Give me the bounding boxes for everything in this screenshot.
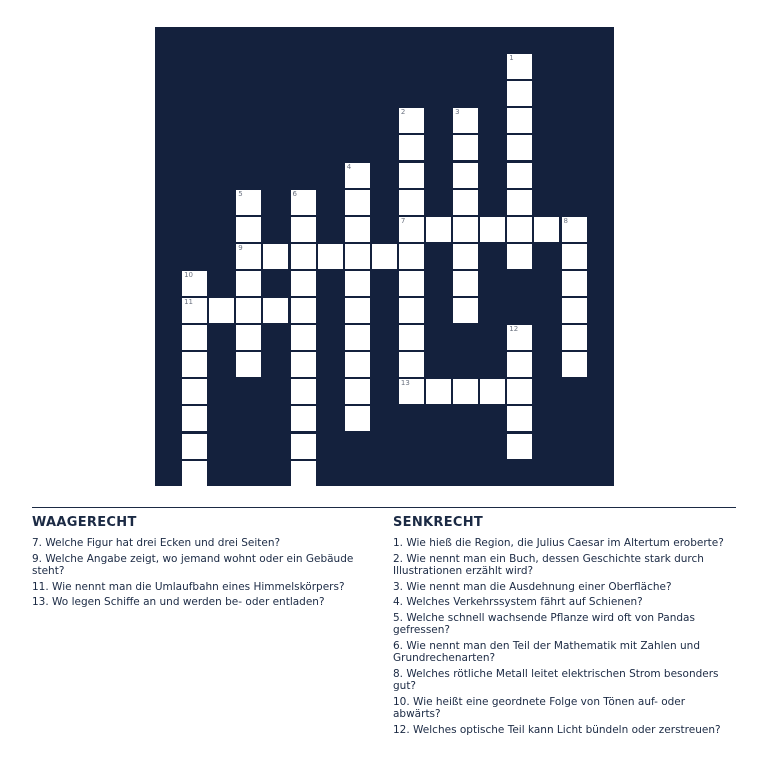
clue-number: 9 — [238, 243, 243, 252]
clue-number: 12 — [509, 325, 519, 334]
down-clue: 1. Wie hieß die Region, die Julius Caesar im Altertum eroberte? — [393, 537, 724, 549]
crossword-cell[interactable] — [345, 163, 370, 188]
down-heading: SENKRECHT — [393, 515, 484, 530]
crossword-cell[interactable] — [507, 54, 532, 79]
clue-number: 10 — [184, 270, 194, 279]
down-clue: 8. Welches rötliche Metall leitet elektrischen Strom besonders gut? — [393, 667, 719, 692]
down-clue: 2. Wie nennt man ein Buch, dessen Geschichte stark durch Illustrationen erzählt wird? — [393, 552, 704, 577]
down-clue: 5. Welche schnell wachsende Pflanze wird oft von Pandas gefressen? — [393, 611, 695, 636]
crossword-cell[interactable] — [399, 135, 424, 160]
crossword-cell[interactable] — [507, 108, 532, 133]
crossword-cell[interactable] — [507, 244, 532, 269]
crossword-cell[interactable] — [507, 434, 532, 459]
crossword-cell[interactable] — [236, 190, 261, 215]
down-clue: 12. Welches optische Teil kann Licht bündeln oder zerstreuen? — [393, 723, 721, 736]
crossword-cell[interactable] — [291, 434, 316, 459]
crossword-cell[interactable] — [453, 271, 478, 296]
crossword-cell[interactable] — [453, 379, 478, 404]
clue-number: 11 — [184, 298, 194, 306]
crossword-cell[interactable] — [209, 298, 234, 323]
clue-number: 7 — [400, 216, 406, 225]
clue-number: 3 — [455, 108, 460, 117]
across-heading: WAAGERECHT — [32, 515, 137, 530]
crossword-cell[interactable] — [562, 298, 587, 323]
crossword-cell[interactable] — [507, 406, 532, 431]
crossword-cell[interactable] — [236, 352, 261, 377]
crossword-cell[interactable] — [562, 325, 587, 350]
crossword-cell[interactable] — [507, 352, 532, 377]
crossword-cell[interactable] — [182, 434, 207, 459]
crossword-cell[interactable] — [453, 190, 478, 215]
crossword-cell[interactable] — [399, 271, 424, 296]
crossword-cell[interactable] — [345, 325, 370, 350]
crossword-cell[interactable] — [182, 271, 207, 296]
crossword-cell[interactable] — [453, 108, 478, 133]
crossword-cell[interactable] — [507, 379, 532, 404]
crossword-cell[interactable] — [507, 325, 532, 350]
crossword-cell[interactable] — [236, 298, 261, 323]
crossword-cell[interactable] — [345, 190, 370, 215]
crossword-cell[interactable] — [507, 190, 532, 215]
crossword-cell[interactable] — [399, 379, 424, 404]
crossword-cell[interactable] — [236, 244, 261, 269]
down-clue: 3. Wie nennt man die Ausdehnung einer Oberfläche? — [393, 580, 672, 593]
across-clue: 13. Wo legen Schiffe an und werden be- oder entladen? — [32, 596, 325, 608]
across-clue: 11. Wie nennt man die Umlaufbahn eines Himmelskörpers? — [32, 580, 345, 593]
clue-number: 13 — [400, 379, 410, 388]
crossword-cell[interactable] — [534, 217, 559, 242]
clue-number: 6 — [292, 189, 297, 198]
crossword-cell[interactable] — [480, 217, 505, 242]
down-clue: 6. Wie nennt man den Teil der Mathematik mit Zahlen und Grundrechenarten? — [393, 639, 700, 664]
clue-number: 1 — [509, 54, 514, 63]
crossword-cell[interactable] — [507, 217, 532, 242]
crossword-cell[interactable] — [372, 244, 397, 269]
crossword-cell[interactable] — [426, 379, 451, 404]
crossword-cell[interactable] — [291, 461, 316, 486]
clue-number: 2 — [400, 108, 406, 117]
crossword-cell[interactable] — [399, 108, 424, 133]
crossword-cell[interactable] — [345, 352, 370, 377]
crossword-cell[interactable] — [291, 406, 316, 431]
crossword-cell[interactable] — [182, 461, 207, 486]
crossword-cell[interactable] — [399, 352, 424, 377]
crossword-cell[interactable] — [426, 217, 451, 242]
crossword-cell[interactable] — [291, 379, 316, 404]
crossword-cell[interactable] — [291, 190, 316, 215]
clue-number: 4 — [346, 162, 352, 171]
across-clues-section — [32, 515, 377, 612]
crossword-cell[interactable] — [182, 352, 207, 377]
crossword-cell[interactable] — [236, 271, 261, 296]
crossword-cell[interactable] — [453, 135, 478, 160]
crossword-cell[interactable] — [399, 244, 424, 269]
crossword-cell[interactable] — [562, 217, 587, 242]
crossword-cell[interactable] — [291, 271, 316, 296]
crossword-cell[interactable] — [562, 271, 587, 296]
crossword-cell[interactable] — [399, 325, 424, 350]
crossword-cell[interactable] — [345, 244, 370, 269]
clue-number: 8 — [563, 216, 568, 225]
crossword-cell[interactable] — [562, 244, 587, 269]
crossword-cell[interactable] — [453, 244, 478, 269]
crossword-cell[interactable] — [263, 298, 288, 323]
crossword-cell[interactable] — [507, 135, 532, 160]
crossword-cell[interactable] — [345, 271, 370, 296]
crossword-cell[interactable] — [453, 217, 478, 242]
crossword-cell[interactable] — [291, 298, 316, 323]
crossword-cell[interactable] — [399, 298, 424, 323]
down-clue: 4. Welches Verkehrssystem fährt auf Schienen? — [393, 596, 643, 608]
crossword-cell[interactable] — [263, 244, 288, 269]
crossword-cell[interactable] — [182, 298, 207, 323]
divider — [32, 507, 736, 508]
crossword-cell[interactable] — [291, 352, 316, 377]
crossword-cell[interactable] — [507, 163, 532, 188]
crossword-cell[interactable] — [399, 190, 424, 215]
crossword-cell[interactable] — [399, 163, 424, 188]
clue-number: 5 — [238, 189, 243, 198]
crossword-cell[interactable] — [182, 406, 207, 431]
crossword-grid — [155, 27, 614, 486]
crossword-cell[interactable] — [399, 217, 424, 242]
down-clues-section — [393, 515, 733, 739]
across-clue: 7. Welche Figur hat drei Ecken und drei Seiten? — [32, 537, 281, 549]
crossword-cell[interactable] — [291, 217, 316, 242]
down-clue: 10. Wie heißt eine geordnete Folge von Tönen auf- oder abwärts? — [393, 695, 686, 720]
across-clue: 9. Welche Angabe zeigt, wo jemand wohnt oder ein Gebäude steht? — [32, 552, 354, 577]
crossword-cell[interactable] — [345, 406, 370, 431]
crossword-cell[interactable] — [318, 244, 343, 269]
crossword-cell[interactable] — [182, 325, 207, 350]
crossword-cell[interactable] — [453, 163, 478, 188]
crossword-cell[interactable] — [507, 81, 532, 106]
crossword-cell[interactable] — [236, 325, 261, 350]
crossword-cell[interactable] — [453, 298, 478, 323]
crossword-cell[interactable] — [291, 244, 316, 269]
crossword-cell[interactable] — [345, 217, 370, 242]
crossword-cell[interactable] — [182, 379, 207, 404]
crossword-cell[interactable] — [291, 325, 316, 350]
crossword-cell[interactable] — [345, 379, 370, 404]
crossword-cell[interactable] — [236, 217, 261, 242]
crossword-cell[interactable] — [562, 352, 587, 377]
crossword-cell[interactable] — [480, 379, 505, 404]
crossword-cell[interactable] — [345, 298, 370, 323]
